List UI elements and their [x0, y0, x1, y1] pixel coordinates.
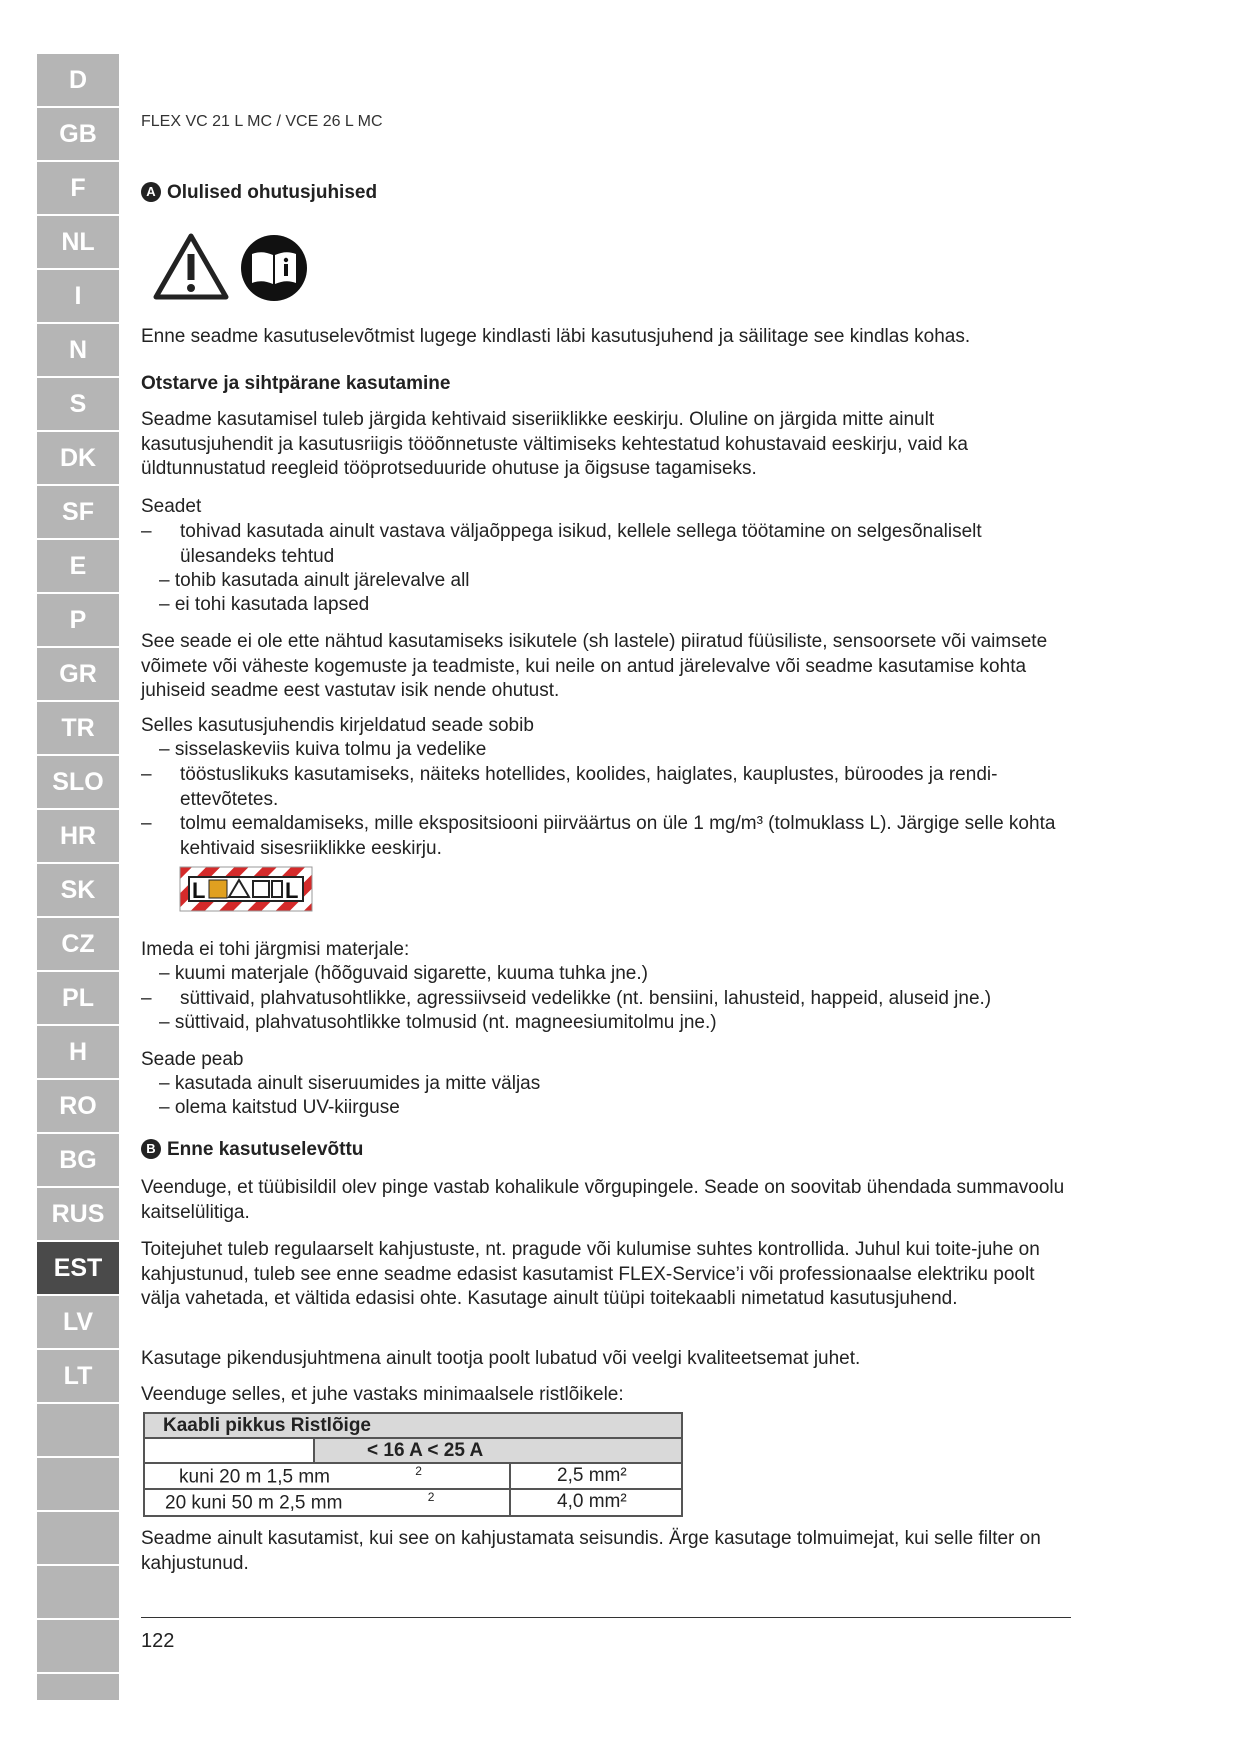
list-item: [141, 520, 1071, 569]
lang-tab-i[interactable]: I: [37, 270, 119, 324]
lang-tab-pl[interactable]: PL: [37, 972, 119, 1026]
section-b-title: Enne kasutuselevõttu: [167, 1139, 364, 1160]
cable-length: kuni 20 m 1,5 mm: [179, 1466, 330, 1488]
svg-text:L: L: [192, 878, 206, 903]
list-item-text: süttivaid, plahvatusohtlikke, agressiivseid vedelikke (nt. bensiini, lahusteid, happeid, aluseid jne.): [180, 988, 992, 1009]
damage-paragraph: Seadme ainult kasutamist, kui see on kahjustamata seisundis. Ärge kasutage tolmuimejat, kui selle filter on kahjustunud.: [141, 1528, 1041, 1574]
list-item: [141, 812, 1081, 861]
lang-tab-ro[interactable]: RO: [37, 1080, 119, 1134]
list-item-text: tolmu eemaldamiseks, mille ekspositsiooni piirväärtus on üle 1 mg/m³ (tolmuklass L). Järgige selle kohta kehtivaid sisesriiklikke eeskirju.: [180, 813, 1056, 859]
purpose-subtitle: Otstarve ja sihtpärane kasutamine: [141, 373, 451, 394]
model-header: FLEX VC 21 L MC / VCE 26 L MC: [141, 113, 383, 130]
section-a-badge: A: [141, 182, 161, 202]
list-item: [141, 987, 1071, 1012]
table-row: [144, 1489, 682, 1515]
table-cell: [144, 1438, 314, 1463]
list-dash: –: [141, 988, 152, 1009]
list-item: [141, 763, 1071, 812]
list-dash: –: [141, 764, 152, 785]
page-number: 122: [141, 1630, 175, 1652]
lang-tab-nl[interactable]: NL: [37, 216, 119, 270]
lang-tab-bg[interactable]: BG: [37, 1134, 119, 1188]
list-item-text: tohivad kasutada ainult vastava väljaõppega isikud, kellele sellega töötamine on selgesõnaliselt ülesandeks tehtud: [180, 521, 982, 567]
superscript: 2: [427, 1490, 435, 1505]
table-row: [144, 1463, 682, 1489]
sidebar-spacer: [37, 1620, 119, 1674]
lang-tab-cz[interactable]: CZ: [37, 918, 119, 972]
intro-paragraph: Enne seadme kasutuselevõtmist lugege kindlasti läbi kasutusjuhend ja säilitage see kindlas kohas.: [141, 326, 971, 347]
lang-tab-slo[interactable]: SLO: [37, 756, 119, 810]
sidebar-spacer: [37, 1566, 119, 1620]
list-item: – kuumi materjale (hõõguvaid sigarette, kuuma tuhka jne.): [159, 963, 648, 984]
sobib-label: Selles kasutusjuhendis kirjeldatud seade sobib: [141, 715, 534, 736]
lang-tab-f[interactable]: F: [37, 162, 119, 216]
lang-tab-lv[interactable]: LV: [37, 1296, 119, 1350]
lang-tab-sk[interactable]: SK: [37, 864, 119, 918]
lang-tab-sf[interactable]: SF: [37, 486, 119, 540]
lang-tab-est[interactable]: EST: [37, 1242, 119, 1296]
table-cell: 2,5 mm²: [510, 1463, 682, 1489]
table-cell: 4,0 mm²: [510, 1489, 682, 1515]
limitations-paragraph: See seade ei ole ette nähtud kasutamiseks isikutele (sh lastele) piiratud füüsiliste, sensoorsete või vaimsete võimete või väheste kogemuste ja teadmiste, kui neile on antud järelevalve või seadme kasutamise kohta juhiseid seadme eest vastutav isik nende ohutust.: [141, 631, 1048, 701]
list-dash: –: [141, 521, 152, 542]
section-a-heading: [141, 181, 377, 206]
cross-section-paragraph: Veenduge selles, et juhe vastaks minimaalsele ristlõikele:: [141, 1384, 624, 1405]
table-header: Kaabli pikkus Ristlõige: [144, 1413, 682, 1438]
lang-tab-e[interactable]: E: [37, 540, 119, 594]
voltage-paragraph: Veenduge, et tüübisildil olev pinge vastab kohalikule võrgupingele. Seade on soovitab ühendada summavoolu kaitselülitiga.: [141, 1177, 1065, 1223]
lang-tab-n[interactable]: N: [37, 324, 119, 378]
lang-tab-rus[interactable]: RUS: [37, 1188, 119, 1242]
lang-tab-d[interactable]: D: [37, 54, 119, 108]
lang-tab-dk[interactable]: DK: [37, 432, 119, 486]
extension-paragraph: Kasutage pikendusjuhtmena ainult tootja poolt lubatud või veelgi kvaliteetsemat juhet.: [141, 1348, 861, 1369]
table-cell: [144, 1463, 510, 1489]
seadet-label: Seadet: [141, 496, 202, 517]
cable-check-paragraph: Toitejuhet tuleb regulaarselt kahjustuste, nt. pragude või kulumise suhtes kontrollida. Juhul kui toite-juhe on kahjustunud, tuleb see enne seadme edasist kasutamist FLEX-Service’i või professionaalse elektriku poolt välja vahetada, et vältida edasisi ohte. Kasutage ainult tüüpi toitekaabli nimetatud kasutusjuhend.: [141, 1239, 1040, 1309]
section-b-heading: [141, 1138, 363, 1163]
list-item: – kasutada ainult siseruumides ja mitte väljas: [159, 1073, 541, 1094]
cable-length: 20 kuni 50 m 2,5 mm: [165, 1492, 343, 1514]
sidebar-spacer: [37, 1512, 119, 1566]
dust-class-l-label-icon: [179, 866, 313, 912]
list-item: – ei tohi kasutada lapsed: [159, 594, 370, 615]
lang-tab-hr[interactable]: HR: [37, 810, 119, 864]
lang-tab-tr[interactable]: TR: [37, 702, 119, 756]
lang-tab-gr[interactable]: GR: [37, 648, 119, 702]
section-b-badge: B: [141, 1139, 161, 1159]
lang-tab-s[interactable]: S: [37, 378, 119, 432]
list-item: – sisselaskeviis kuiva tolmu ja vedelike: [159, 739, 487, 760]
cable-table: [143, 1412, 683, 1517]
svg-text:L: L: [285, 878, 299, 903]
superscript: 2: [415, 1464, 422, 1478]
sidebar-spacer: [37, 1404, 119, 1458]
regulations-paragraph: Seadme kasutamisel tuleb järgida kehtivaid siseriiklikke eeskirju. Oluline on järgida mitte ainult kasutusjuhendit ja kasutusriigis tööõnnetuste vältimiseks kehtestatud kohustavaid eeskirju, vaid ka üldtunnustatud reegleid tööprotseduuride ohutuse ja õigsuse tagamiseks.: [141, 409, 968, 479]
warning-triangle-icon: [152, 230, 230, 302]
list-item: – süttivaid, plahvatusohtlikke tolmusid (nt. magneesiumitolmu jne.): [159, 1012, 717, 1033]
lang-tab-h[interactable]: H: [37, 1026, 119, 1080]
list-item-text: tööstuslikuks kasutamiseks, näiteks hotellides, koolides, haiglates, kauplustes, büroodes ja rendi-ettevõtetes.: [180, 764, 998, 810]
peab-label: Seade peab: [141, 1049, 244, 1070]
list-item: – tohib kasutada ainult järelevalve all: [159, 570, 470, 591]
imeda-label: Imeda ei tohi järgmisi materjale:: [141, 939, 410, 960]
sidebar-spacer: [37, 1458, 119, 1512]
footer-divider: [141, 1617, 1071, 1618]
lang-tab-lt[interactable]: LT: [37, 1350, 119, 1404]
language-sidebar: [37, 54, 119, 1700]
lang-tab-p[interactable]: P: [37, 594, 119, 648]
list-dash: –: [141, 813, 152, 834]
list-item: – olema kaitstud UV-kiirguse: [159, 1097, 400, 1118]
lang-tab-gb[interactable]: GB: [37, 108, 119, 162]
section-a-title: Olulised ohutusjuhised: [167, 182, 378, 203]
table-subheader: < 16 A < 25 A: [314, 1438, 682, 1463]
table-cell: [144, 1489, 510, 1515]
read-manual-icon: [240, 234, 308, 302]
